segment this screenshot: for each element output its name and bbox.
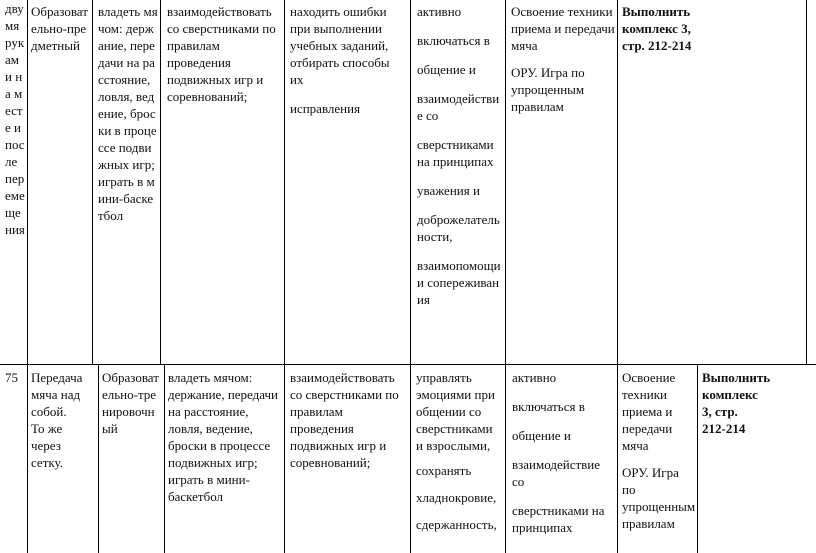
r2-personal-line: общение и <box>512 428 571 443</box>
row2-col-border <box>164 364 165 553</box>
r1-content-cell <box>511 3 615 115</box>
r2-topic-line: То же через сетку. <box>31 421 63 470</box>
r2-regulation-line: сохранять <box>416 463 472 478</box>
r1-personal-line: активно <box>417 4 462 19</box>
r1-communication-cell: взаимодействовать со сверстниками по правилам проведения подвижных игр и соревнований; <box>167 4 276 104</box>
r1-lesson-type-cell: Образовательно-предметный <box>31 4 88 53</box>
r2-regulation-cell <box>416 369 502 533</box>
r2-content-cell <box>622 369 694 532</box>
row1-col-border <box>505 0 506 364</box>
r1-content-line: Освоение техники приема и передачи мяча <box>511 4 615 53</box>
r2-lesson-type-cell: Образовательно-тренировочный <box>102 370 159 436</box>
r1-homework-cell: Выполнить комплекс 3, стр. 212-214 <box>622 4 692 53</box>
row1-col-border <box>410 0 411 364</box>
row2-col-border <box>617 364 618 553</box>
r2-personal-line: активно <box>512 370 557 385</box>
r2-lesson-number: 75 <box>5 370 18 385</box>
r2-regulation-line: сдержанность, <box>416 517 497 532</box>
row1-col-border <box>92 0 93 364</box>
r1-personal-line: уважения и <box>417 183 480 198</box>
r2-topic-cell <box>31 369 95 471</box>
row1-col-border <box>27 0 28 553</box>
r1-personal-line: общение и <box>417 62 476 77</box>
row2-col-border <box>98 364 99 553</box>
r2-personal-line: сверстниками на принципах <box>512 503 605 535</box>
r2-subject-skills-cell: владеть мячом: держание, передачи на расстояние, ловля, ведение, броски в процессе подвижных игр; играть в мини-баскетбол <box>168 370 279 504</box>
r2-communication-cell: взаимодействовать со сверстниками по правилам проведения подвижных игр и соревнований; <box>290 370 399 470</box>
r2-personal-line: включаться в <box>512 399 585 414</box>
row1-col-border <box>806 0 807 364</box>
r2-content-line: ОРУ. Игра по упрощенным правилам <box>622 465 696 531</box>
r2-content-line: Освоение техники приема и передачи мяча <box>622 370 676 453</box>
row1-col-border <box>617 0 618 364</box>
r1-regulation-line: находить ошибки при выполнении учебных заданий, отбирать способы их <box>290 4 390 87</box>
row1-col-border <box>284 0 285 364</box>
r2-regulation-line: управлять эмоциями при общении со сверстниками и взрослыми, <box>416 370 495 453</box>
r2-personal-cell <box>512 369 614 548</box>
r1-personal-line: взаимодействие со <box>417 91 500 123</box>
r1-regulation-line: исправления <box>290 101 361 116</box>
row2-col-border <box>410 364 411 553</box>
r2-regulation-line: хладнокровие, <box>416 490 497 505</box>
r1-subject-skills-cell: владеть мячом: держание, передачи на расстояние, ловля, ведение, броски в процессе подвижных игр; играть в мини-баскетбол <box>98 4 158 223</box>
r1-personal-line: доброжелательности, <box>417 212 500 244</box>
row2-col-border <box>284 364 285 553</box>
r1-personal-line: сверстниками на принципах <box>417 137 494 169</box>
row2-col-border <box>505 364 506 553</box>
row1-col-border <box>160 0 161 364</box>
row-divider <box>0 364 816 365</box>
r1-content-line: ОРУ. Игра по упрощенным правилам <box>511 65 585 114</box>
r1-personal-line: включаться в <box>417 33 490 48</box>
r2-topic-line: Передача мяча над собой. <box>31 370 83 419</box>
r1-regulation-cell <box>290 3 406 117</box>
r1-personal-line: взаимопомощи и сопереживания <box>417 258 501 307</box>
r2-homework-cell: Выполнить комплекс 3, стр. 212-214 <box>702 370 771 436</box>
r1-personal-cell <box>417 3 503 320</box>
row2-col-border <box>697 364 698 553</box>
r1-exercise-cell: двумя руками на месте и после перемещения <box>5 1 25 237</box>
r2-personal-line: взаимодействие со <box>512 457 601 489</box>
